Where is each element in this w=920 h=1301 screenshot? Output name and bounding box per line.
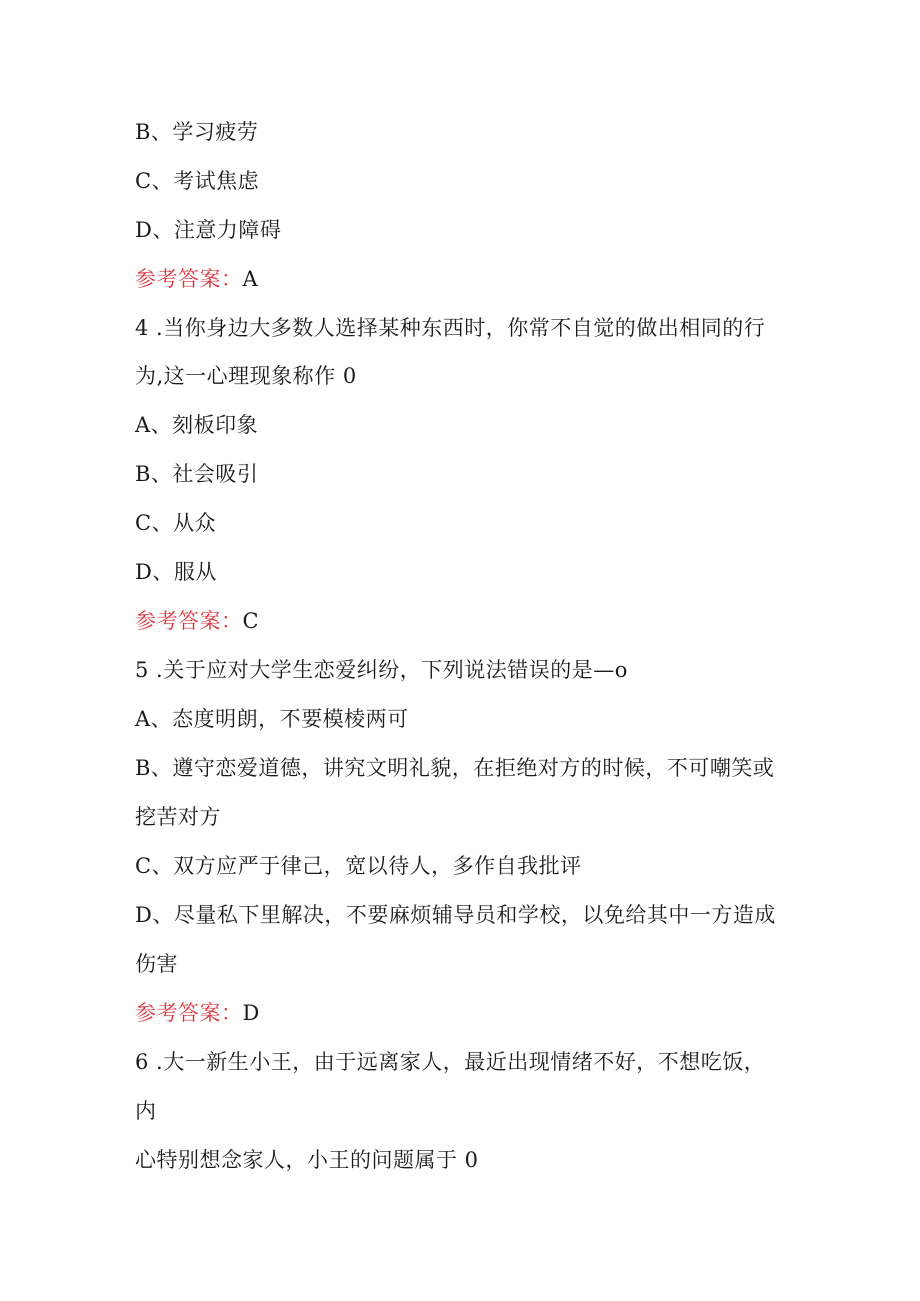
- q3-answer: [135, 265, 258, 293]
- q3-answer-label: 参考答案：: [135, 267, 243, 291]
- q5-answer-label: 参考答案：: [135, 1001, 243, 1025]
- q5-option-c: C、双方应严于律己，宽以待人，多作自我批评: [135, 854, 582, 878]
- q4-stem-line1: 4 .当你身边大多数人选择某种东西时，你常不自觉的做出相同的行: [135, 316, 766, 340]
- q5-answer-value: D: [242, 1001, 260, 1025]
- q4-option-b: B、社会吸引: [135, 462, 259, 486]
- q4-option-a: A、刻板印象: [135, 413, 259, 437]
- q3-option-b: B、学习疲劳: [135, 120, 259, 144]
- q5-option-b-line2: 挖苦对方: [135, 805, 221, 829]
- q6-stem-line1: 6 .大一新生小王，由于远离家人，最近出现情绪不好，不想吃饭，: [135, 1050, 766, 1074]
- q4-stem-line2: 为,这一心理现象称作 0: [135, 364, 357, 388]
- q4-answer-value: C: [242, 609, 260, 633]
- q6-stem-line2: 内: [135, 1099, 157, 1123]
- q6-stem-line3: 心特别想念家人，小王的问题属于 0: [135, 1148, 479, 1172]
- q3-option-d: D、注意力障碍: [135, 218, 282, 242]
- q4-option-c: C、从众: [135, 511, 217, 535]
- q5-option-b-line1: B、遵守恋爱道德，讲究文明礼貌，在拒绝对方的时候，不可嘲笑或: [135, 756, 775, 780]
- q3-answer-value: A: [242, 267, 259, 291]
- q5-option-a: A、态度明朗，不要模棱两可: [135, 707, 409, 731]
- q5-answer: [135, 999, 260, 1027]
- q4-answer: [135, 607, 259, 635]
- q4-option-d: D、服从: [135, 560, 217, 584]
- q5-option-d-line1: D、尽量私下里解决，不要麻烦辅导员和学校，以免给其中一方造成: [135, 903, 776, 927]
- q5-option-d-line2: 伤害: [135, 952, 178, 976]
- q4-answer-label: 参考答案：: [135, 609, 243, 633]
- q5-stem: 5 .关于应对大学生恋爱纠纷，下列说法错误的是—o: [135, 658, 628, 682]
- q3-option-c: C、考试焦虑: [135, 169, 260, 193]
